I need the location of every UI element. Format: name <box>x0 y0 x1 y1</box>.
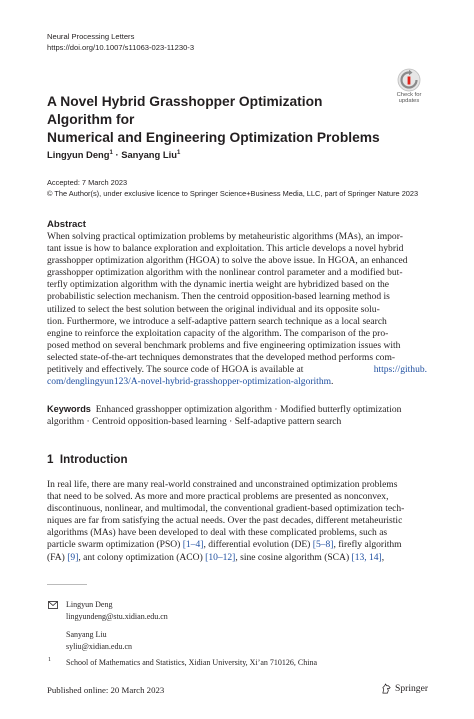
keywords-line-2: algorithm · Centroid opposition-based learning · Self-adaptive pattern search <box>47 416 342 428</box>
intro-text: (FA) <box>47 551 68 563</box>
keywords-label: Keywords <box>47 404 91 414</box>
intro-line: discontinuous, nonlinear, and multimodal, the conventional gradient-based optimization tech- <box>47 503 405 515</box>
title-line-2: Numerical and Engineering Optimization Problems <box>47 130 380 145</box>
intro-text: , differential evolution (DE) <box>203 539 313 551</box>
abstract-line: probabilistic selection mechanism. Then the centroid opposition-based learning method is <box>47 291 390 303</box>
abstract-line <box>47 376 427 388</box>
citation-link[interactable]: [5–8] <box>312 539 334 551</box>
citation-link[interactable]: [9] <box>67 551 79 563</box>
abstract-line: selected state-of-the-art techniques demonstrates that the developed method performs com- <box>47 351 396 363</box>
section-title: Introduction <box>59 453 128 466</box>
intro-line <box>47 539 427 551</box>
author-name[interactable]: Sanyang Liu <box>121 149 177 160</box>
abstract-line: grasshopper optimization algorithm with the nonlinear control parameter and a modified but- <box>47 267 403 279</box>
intro-text: particle swarm optimization (PSO) <box>47 539 183 551</box>
check-for-updates-badge[interactable] <box>395 68 423 104</box>
intro-body <box>47 479 427 564</box>
citation-link[interactable]: [13, 14] <box>351 551 382 563</box>
abstract-heading: Abstract <box>47 219 86 230</box>
springer-wordmark: Springer <box>395 683 429 694</box>
intro-text: , sine cosine algorithm (SCA) <box>235 551 352 563</box>
citation-link[interactable]: [10–12] <box>205 551 236 563</box>
correspondence-block <box>66 599 168 653</box>
footnote-divider <box>47 584 87 585</box>
citation-link[interactable]: [1–4] <box>182 539 204 551</box>
check-for-updates-icon <box>397 68 421 92</box>
journal-name: Neural Processing Letters <box>47 32 135 41</box>
envelope-icon <box>48 601 58 609</box>
author-separator: · <box>115 149 119 160</box>
author-name[interactable]: Lingyun Deng <box>47 149 110 160</box>
keywords-line-1 <box>47 403 427 416</box>
section-number: 1 <box>47 453 54 466</box>
keywords-text: Enhanced grasshopper optimization algorithm · Modified butterfly optimization <box>95 404 402 415</box>
author-affiliation-mark: 1 <box>109 149 113 156</box>
badge-line-2: updates <box>398 98 420 105</box>
doi-link[interactable]: https://doi.org/10.1007/s11063-023-11230-3 <box>47 43 195 52</box>
author-affiliation-mark: 1 <box>176 149 181 156</box>
abstract-line: engine to reinforce the exploitation capacity of the algorithm. The comparison of the pro- <box>47 327 389 339</box>
journal-header <box>47 31 194 53</box>
abstract-body <box>47 231 427 388</box>
intro-line: In real life, there are many real-world constrained and unconstrained optimization problems <box>47 479 398 490</box>
copyright-line: © The Author(s), under exclusive licence to Springer Science+Business Media, LLC, part of Springer Nature 2023 <box>47 188 419 198</box>
section-heading <box>47 453 128 466</box>
author-list <box>47 149 180 160</box>
abstract-line: tion. Furthermore, we introduce a self-adaptive pattern search technique as a local search <box>47 315 387 327</box>
affiliation-text: School of Mathematics and Statistics, Xidian University, Xi’an 710126, China <box>66 658 317 667</box>
paper-title <box>47 93 387 147</box>
intro-line: niques are far from satisfying the actual needs. Over the past decades, different metaheuristic <box>47 515 403 527</box>
intro-line: algorithms (MAs) have been developed to deal with these complicated problems, such as <box>47 527 388 539</box>
second-author-email[interactable]: syliu@xidian.edu.cn <box>66 642 133 651</box>
github-link-continued[interactable]: com/denglingyun123/A-novel-hybrid-grasshopper-optimization-algorithm <box>47 376 332 388</box>
abstract-line: tant issue is how to balance exploration and exploitation. This article develops a novel hybrid <box>47 243 404 255</box>
corresponding-author-email[interactable]: lingyundeng@stu.xidian.edu.cn <box>66 612 168 621</box>
intro-text: , firefly algorithm <box>333 539 402 551</box>
springer-horse-icon <box>381 683 392 694</box>
intro-text: , ant colony optimization (ACO) <box>78 551 206 563</box>
title-line-1: A Novel Hybrid Grasshopper Optimization Algorithm for <box>47 94 323 127</box>
accepted-date: Accepted: 7 March 2023 <box>47 178 128 187</box>
affiliation-number: 1 <box>48 657 51 663</box>
abstract-line-text: petitively and effectively. The source code of HGOA is available at <box>47 364 304 376</box>
corresponding-author-name: Lingyun Deng <box>66 600 113 609</box>
period: . <box>331 376 334 388</box>
intro-text: , <box>381 551 385 563</box>
published-date: Published online: 20 March 2023 <box>47 685 165 695</box>
intro-line: that need to be solved. As more and more practical problems are presented as nonconvex, <box>47 491 389 503</box>
article-dates <box>47 178 418 199</box>
springer-logo[interactable] <box>381 683 428 694</box>
second-author-name: Sanyang Liu <box>66 630 107 639</box>
abstract-line: terfly optimization algorithm with the dynamic inertia weight are hybridized based on the <box>47 279 389 291</box>
github-link[interactable]: https://github. <box>373 364 427 376</box>
badge-line-1: Check for <box>396 92 422 98</box>
abstract-line: posed method on several benchmark problems and five engineering optimization issues with <box>47 339 401 351</box>
abstract-line <box>47 364 427 376</box>
keywords-block <box>47 403 427 429</box>
intro-line <box>47 552 427 564</box>
abstract-line: When solving practical optimization problems by metaheuristic algorithms (MAs), an impor- <box>47 231 403 242</box>
abstract-line: utilized to select the best solution between the original individual and its opposite solu- <box>47 303 380 315</box>
abstract-line: grasshopper optimization algorithm (HGOA) to solve the above issue. In HGOA, an enhanced <box>47 255 408 267</box>
